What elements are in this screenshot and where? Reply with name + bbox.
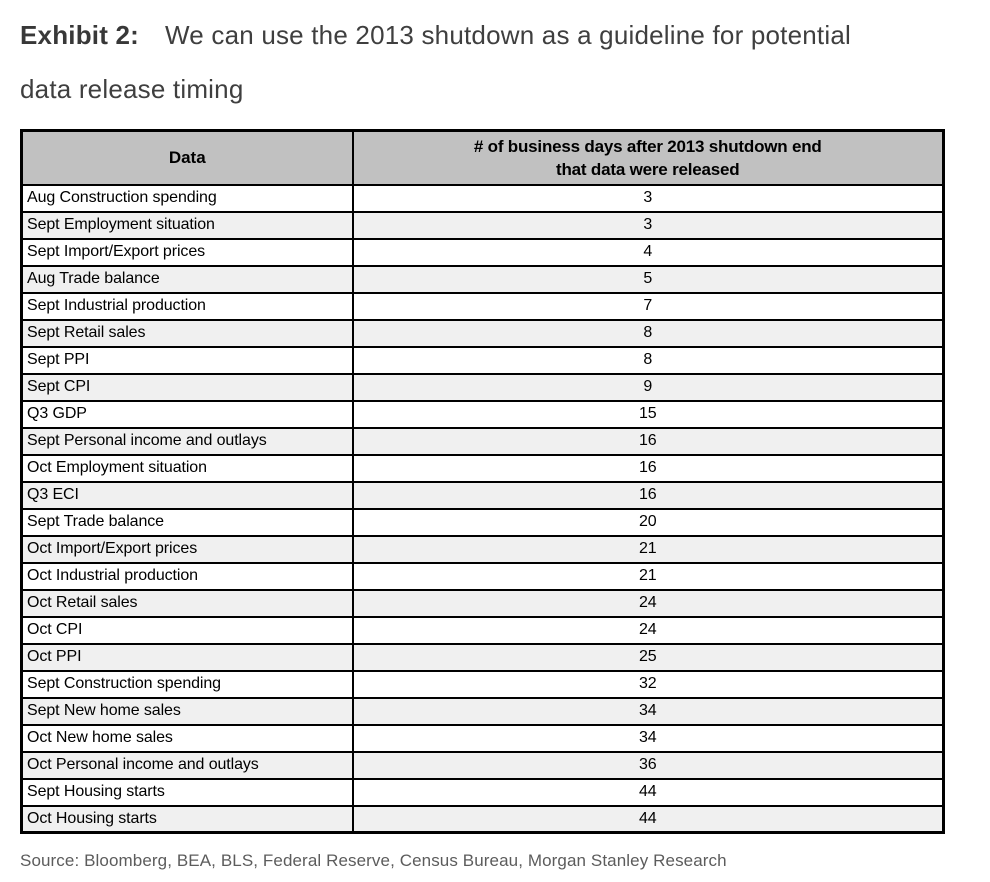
days-value-cell: 9: [353, 374, 944, 401]
days-value-cell: 16: [353, 482, 944, 509]
data-label-cell: Sept CPI: [22, 374, 353, 401]
data-label-cell: Sept Retail sales: [22, 320, 353, 347]
days-value-cell: 24: [353, 590, 944, 617]
days-value-cell: 4: [353, 239, 944, 266]
column-header-business-days: [353, 131, 944, 185]
days-value-cell: 44: [353, 806, 944, 833]
column-header-business-days-line2: that data were released: [556, 159, 740, 179]
data-label-cell: Oct Personal income and outlays: [22, 752, 353, 779]
days-value-cell: 24: [353, 617, 944, 644]
data-label-cell: Oct CPI: [22, 617, 353, 644]
column-header-business-days-line1: # of business days after 2013 shutdown end: [473, 136, 822, 156]
table-row: [22, 239, 944, 266]
data-label-cell: Sept Industrial production: [22, 293, 353, 320]
table-row: [22, 212, 944, 239]
days-value-cell: 15: [353, 401, 944, 428]
days-value-cell: 16: [353, 455, 944, 482]
data-label-cell: Sept Housing starts: [22, 779, 353, 806]
exhibit-number-label: Exhibit 2:: [20, 20, 140, 50]
table-row: [22, 617, 944, 644]
data-release-timing-table: [20, 129, 945, 834]
days-value-cell: 34: [353, 698, 944, 725]
table-row: [22, 806, 944, 833]
days-value-cell: 3: [353, 185, 944, 212]
table-row: [22, 752, 944, 779]
table-row: [22, 482, 944, 509]
days-value-cell: 8: [353, 320, 944, 347]
exhibit-title: [20, 8, 900, 116]
table-row: [22, 779, 944, 806]
days-value-cell: 32: [353, 671, 944, 698]
data-label-cell: Q3 GDP: [22, 401, 353, 428]
data-label-cell: Sept Construction spending: [22, 671, 353, 698]
data-label-cell: Q3 ECI: [22, 482, 353, 509]
data-label-cell: Sept Import/Export prices: [22, 239, 353, 266]
data-label-cell: Sept Personal income and outlays: [22, 428, 353, 455]
data-label-cell: Aug Trade balance: [22, 266, 353, 293]
table-row: [22, 347, 944, 374]
data-label-cell: Aug Construction spending: [22, 185, 353, 212]
data-label-cell: Oct Employment situation: [22, 455, 353, 482]
table-row: [22, 698, 944, 725]
table-row: [22, 428, 944, 455]
table-row: [22, 374, 944, 401]
table-row: [22, 671, 944, 698]
table-row: [22, 563, 944, 590]
exhibit-title-text: We can use the 2013 shutdown as a guideline for potential data release timing: [20, 20, 851, 104]
data-label-cell: Oct Housing starts: [22, 806, 353, 833]
table-header-row: [22, 131, 944, 185]
days-value-cell: 20: [353, 509, 944, 536]
data-label-cell: Oct Industrial production: [22, 563, 353, 590]
days-value-cell: 3: [353, 212, 944, 239]
data-label-cell: Sept Trade balance: [22, 509, 353, 536]
table-row: [22, 455, 944, 482]
days-value-cell: 36: [353, 752, 944, 779]
source-note: Source: Bloomberg, BEA, BLS, Federal Reserve, Census Bureau, Morgan Stanley Research: [20, 851, 727, 870]
table-row: [22, 536, 944, 563]
data-label-cell: Oct PPI: [22, 644, 353, 671]
data-label-cell: Sept New home sales: [22, 698, 353, 725]
days-value-cell: 8: [353, 347, 944, 374]
data-label-cell: Sept PPI: [22, 347, 353, 374]
days-value-cell: 5: [353, 266, 944, 293]
table-row: [22, 725, 944, 752]
table-row: [22, 401, 944, 428]
days-value-cell: 25: [353, 644, 944, 671]
data-label-cell: Oct Retail sales: [22, 590, 353, 617]
column-header-data: Data: [22, 131, 353, 185]
days-value-cell: 16: [353, 428, 944, 455]
days-value-cell: 34: [353, 725, 944, 752]
table-row: [22, 293, 944, 320]
table-row: [22, 590, 944, 617]
days-value-cell: 21: [353, 536, 944, 563]
table-row: [22, 266, 944, 293]
data-label-cell: Oct New home sales: [22, 725, 353, 752]
days-value-cell: 21: [353, 563, 944, 590]
table-row: [22, 509, 944, 536]
days-value-cell: 44: [353, 779, 944, 806]
table-row: [22, 320, 944, 347]
data-label-cell: Sept Employment situation: [22, 212, 353, 239]
table-row: [22, 644, 944, 671]
days-value-cell: 7: [353, 293, 944, 320]
data-label-cell: Oct Import/Export prices: [22, 536, 353, 563]
table-row: [22, 185, 944, 212]
